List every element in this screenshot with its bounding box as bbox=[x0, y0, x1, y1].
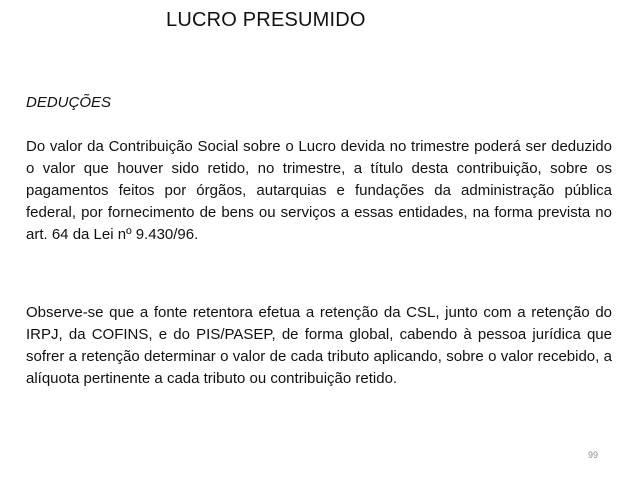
slide-title: LUCRO PRESUMIDO bbox=[166, 9, 366, 31]
section-heading: DEDUÇÕES bbox=[26, 94, 112, 111]
paragraph-retencao: Observe-se que a fonte retentora efetua a retenção da CSL, junto com a retenção do IRPJ, da COFINS, e do PIS/PASEP, de forma global, cabendo à pessoa jurídica que sofrer a retenção determinar o valor de cada tributo aplicando, sobre o valor recebido, a alíquota pertinente a cada tributo ou contribuição retido. bbox=[26, 304, 612, 387]
page-number: 99 bbox=[588, 450, 599, 460]
paragraph-deducoes: Do valor da Contribuição Social sobre o Lucro devida no trimestre poderá ser deduzido o valor que houver sido retido, no trimestre, a título desta contribuição, sobre os pagamentos feitos por órgãos, autarquias e fundações da administração pública federal, por fornecimento de bens ou serviços a essas entidades, na forma prevista no art. 64 da Lei nº 9.430/96. bbox=[26, 138, 612, 243]
